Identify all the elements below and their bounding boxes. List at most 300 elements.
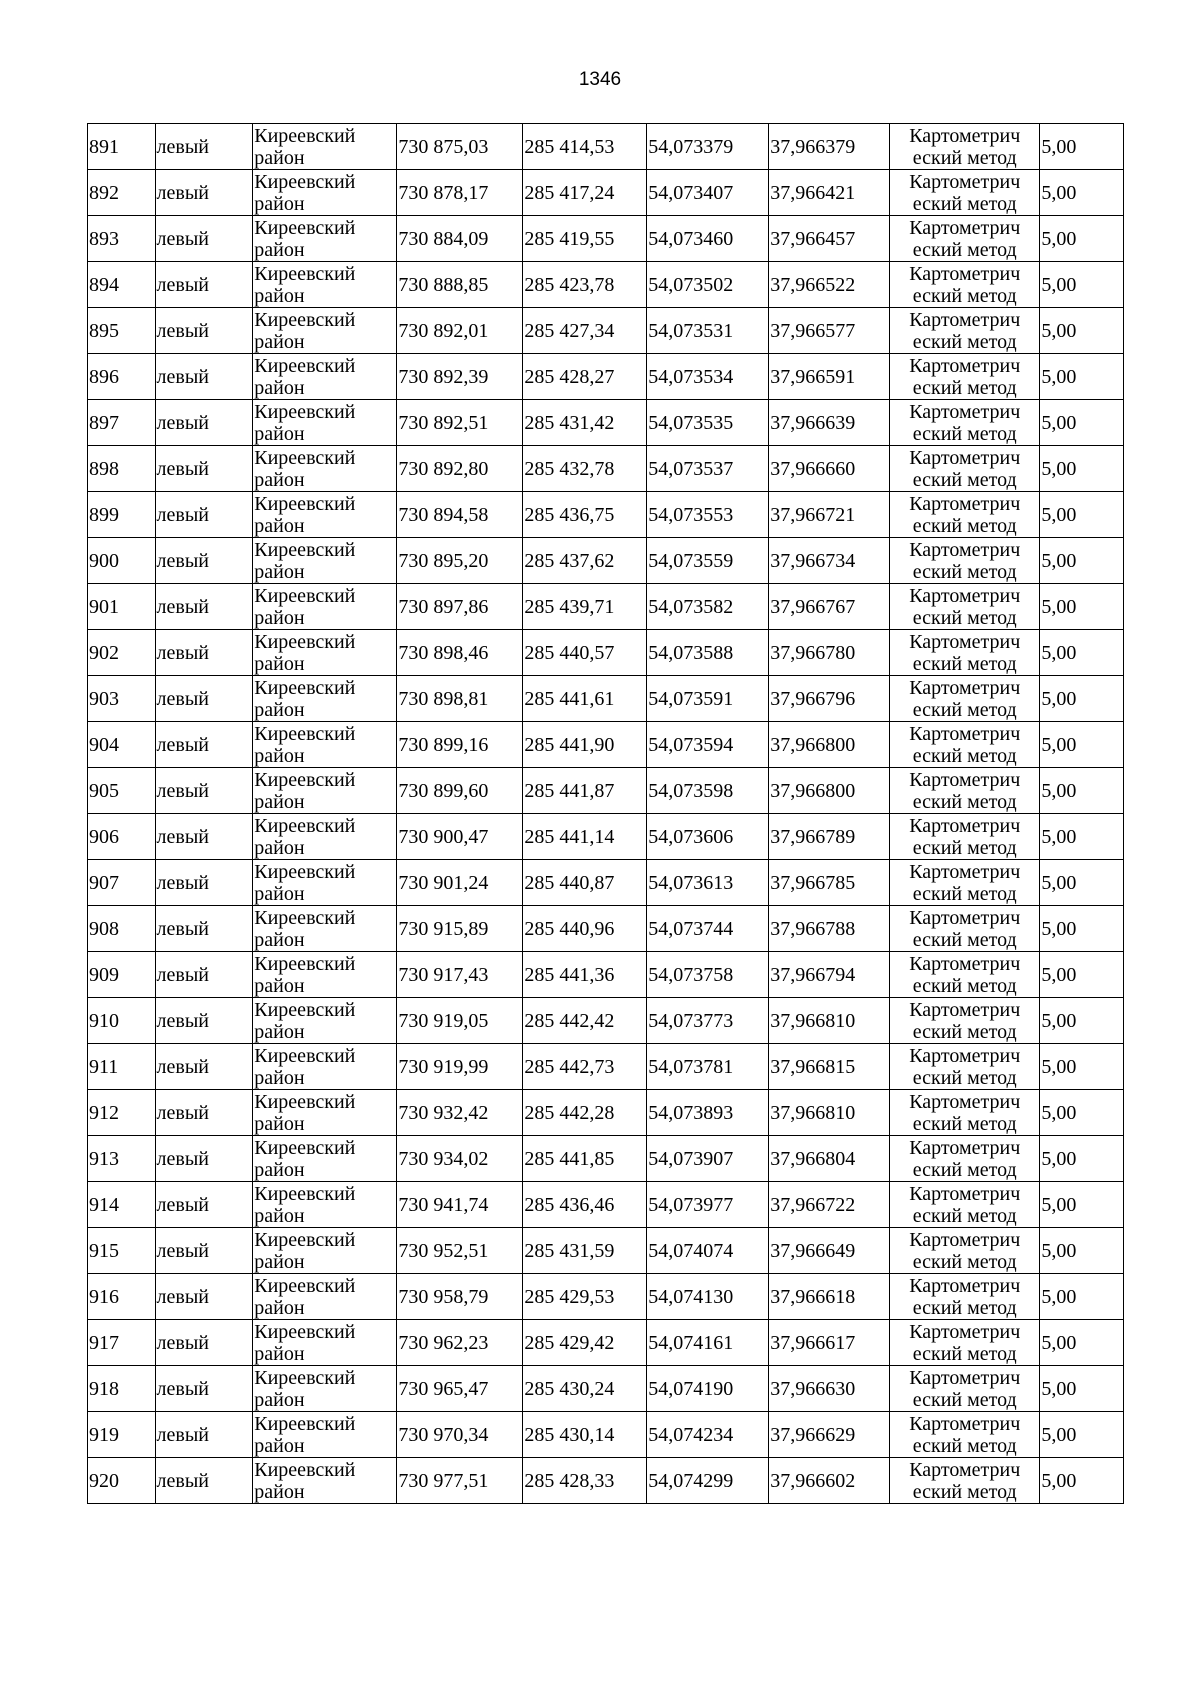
accuracy-cell: 5,00 bbox=[1040, 262, 1124, 308]
longitude-cell: 37,966767 bbox=[769, 584, 890, 630]
table-row bbox=[88, 676, 1124, 722]
method-cell: Картометрич еский метод bbox=[890, 1320, 1040, 1366]
latitude-cell: 54,073531 bbox=[647, 308, 769, 354]
side-cell: левый bbox=[155, 492, 253, 538]
x-coordinate-cell: 730 892,01 bbox=[397, 308, 523, 354]
side-cell: левый bbox=[155, 216, 253, 262]
table-row bbox=[88, 768, 1124, 814]
district-cell: Киреевский район bbox=[253, 446, 397, 492]
method-cell: Картометрич еский метод bbox=[890, 952, 1040, 998]
latitude-cell: 54,073907 bbox=[647, 1136, 769, 1182]
accuracy-cell: 5,00 bbox=[1040, 1366, 1124, 1412]
district-cell: Киреевский район bbox=[253, 1136, 397, 1182]
side-cell: левый bbox=[155, 860, 253, 906]
accuracy-cell: 5,00 bbox=[1040, 860, 1124, 906]
side-cell: левый bbox=[155, 1320, 253, 1366]
point-number-cell: 897 bbox=[88, 400, 156, 446]
table-row bbox=[88, 1366, 1124, 1412]
side-cell: левый bbox=[155, 722, 253, 768]
accuracy-cell: 5,00 bbox=[1040, 400, 1124, 446]
side-cell: левый bbox=[155, 1044, 253, 1090]
district-cell: Киреевский район bbox=[253, 1366, 397, 1412]
latitude-cell: 54,073582 bbox=[647, 584, 769, 630]
table-row bbox=[88, 1320, 1124, 1366]
table-row bbox=[88, 308, 1124, 354]
y-coordinate-cell: 285 441,90 bbox=[523, 722, 647, 768]
coordinates-table bbox=[87, 123, 1124, 1504]
x-coordinate-cell: 730 895,20 bbox=[397, 538, 523, 584]
x-coordinate-cell: 730 970,34 bbox=[397, 1412, 523, 1458]
x-coordinate-cell: 730 892,39 bbox=[397, 354, 523, 400]
y-coordinate-cell: 285 441,87 bbox=[523, 768, 647, 814]
y-coordinate-cell: 285 441,61 bbox=[523, 676, 647, 722]
district-cell: Киреевский район bbox=[253, 308, 397, 354]
point-number-cell: 903 bbox=[88, 676, 156, 722]
table-row bbox=[88, 1090, 1124, 1136]
latitude-cell: 54,074299 bbox=[647, 1458, 769, 1504]
side-cell: левый bbox=[155, 538, 253, 584]
district-cell: Киреевский район bbox=[253, 1458, 397, 1504]
accuracy-cell: 5,00 bbox=[1040, 1320, 1124, 1366]
page-number: 1346 bbox=[578, 69, 622, 90]
longitude-cell: 37,966804 bbox=[769, 1136, 890, 1182]
table-row bbox=[88, 814, 1124, 860]
district-cell: Киреевский район bbox=[253, 722, 397, 768]
x-coordinate-cell: 730 897,86 bbox=[397, 584, 523, 630]
accuracy-cell: 5,00 bbox=[1040, 998, 1124, 1044]
district-cell: Киреевский район bbox=[253, 676, 397, 722]
x-coordinate-cell: 730 899,60 bbox=[397, 768, 523, 814]
longitude-cell: 37,966734 bbox=[769, 538, 890, 584]
point-number-cell: 891 bbox=[88, 124, 156, 170]
accuracy-cell: 5,00 bbox=[1040, 170, 1124, 216]
x-coordinate-cell: 730 965,47 bbox=[397, 1366, 523, 1412]
longitude-cell: 37,966421 bbox=[769, 170, 890, 216]
method-cell: Картометрич еский метод bbox=[890, 1136, 1040, 1182]
table-row bbox=[88, 1458, 1124, 1504]
district-cell: Киреевский район bbox=[253, 1228, 397, 1274]
longitude-cell: 37,966800 bbox=[769, 722, 890, 768]
y-coordinate-cell: 285 440,87 bbox=[523, 860, 647, 906]
latitude-cell: 54,074130 bbox=[647, 1274, 769, 1320]
latitude-cell: 54,073606 bbox=[647, 814, 769, 860]
accuracy-cell: 5,00 bbox=[1040, 446, 1124, 492]
accuracy-cell: 5,00 bbox=[1040, 1412, 1124, 1458]
latitude-cell: 54,074161 bbox=[647, 1320, 769, 1366]
y-coordinate-cell: 285 440,96 bbox=[523, 906, 647, 952]
x-coordinate-cell: 730 932,42 bbox=[397, 1090, 523, 1136]
point-number-cell: 915 bbox=[88, 1228, 156, 1274]
table-row bbox=[88, 354, 1124, 400]
y-coordinate-cell: 285 439,71 bbox=[523, 584, 647, 630]
x-coordinate-cell: 730 894,58 bbox=[397, 492, 523, 538]
longitude-cell: 37,966780 bbox=[769, 630, 890, 676]
longitude-cell: 37,966379 bbox=[769, 124, 890, 170]
point-number-cell: 899 bbox=[88, 492, 156, 538]
method-cell: Картометрич еский метод bbox=[890, 538, 1040, 584]
point-number-cell: 898 bbox=[88, 446, 156, 492]
accuracy-cell: 5,00 bbox=[1040, 630, 1124, 676]
district-cell: Киреевский район bbox=[253, 1320, 397, 1366]
y-coordinate-cell: 285 429,53 bbox=[523, 1274, 647, 1320]
table-row bbox=[88, 998, 1124, 1044]
point-number-cell: 895 bbox=[88, 308, 156, 354]
accuracy-cell: 5,00 bbox=[1040, 584, 1124, 630]
longitude-cell: 37,966660 bbox=[769, 446, 890, 492]
longitude-cell: 37,966457 bbox=[769, 216, 890, 262]
x-coordinate-cell: 730 901,24 bbox=[397, 860, 523, 906]
y-coordinate-cell: 285 441,36 bbox=[523, 952, 647, 998]
x-coordinate-cell: 730 892,51 bbox=[397, 400, 523, 446]
x-coordinate-cell: 730 898,46 bbox=[397, 630, 523, 676]
table-row bbox=[88, 400, 1124, 446]
accuracy-cell: 5,00 bbox=[1040, 216, 1124, 262]
district-cell: Киреевский район bbox=[253, 492, 397, 538]
longitude-cell: 37,966796 bbox=[769, 676, 890, 722]
point-number-cell: 901 bbox=[88, 584, 156, 630]
accuracy-cell: 5,00 bbox=[1040, 676, 1124, 722]
longitude-cell: 37,966630 bbox=[769, 1366, 890, 1412]
x-coordinate-cell: 730 919,99 bbox=[397, 1044, 523, 1090]
table-row bbox=[88, 262, 1124, 308]
district-cell: Киреевский район bbox=[253, 354, 397, 400]
latitude-cell: 54,073613 bbox=[647, 860, 769, 906]
longitude-cell: 37,966810 bbox=[769, 1090, 890, 1136]
method-cell: Картометрич еский метод bbox=[890, 860, 1040, 906]
accuracy-cell: 5,00 bbox=[1040, 354, 1124, 400]
accuracy-cell: 5,00 bbox=[1040, 1136, 1124, 1182]
y-coordinate-cell: 285 431,59 bbox=[523, 1228, 647, 1274]
district-cell: Киреевский район bbox=[253, 1274, 397, 1320]
district-cell: Киреевский район bbox=[253, 814, 397, 860]
latitude-cell: 54,073893 bbox=[647, 1090, 769, 1136]
point-number-cell: 908 bbox=[88, 906, 156, 952]
method-cell: Картометрич еский метод bbox=[890, 262, 1040, 308]
x-coordinate-cell: 730 919,05 bbox=[397, 998, 523, 1044]
district-cell: Киреевский район bbox=[253, 630, 397, 676]
point-number-cell: 894 bbox=[88, 262, 156, 308]
point-number-cell: 919 bbox=[88, 1412, 156, 1458]
x-coordinate-cell: 730 900,47 bbox=[397, 814, 523, 860]
district-cell: Киреевский район bbox=[253, 952, 397, 998]
x-coordinate-cell: 730 892,80 bbox=[397, 446, 523, 492]
table-row bbox=[88, 1182, 1124, 1228]
x-coordinate-cell: 730 888,85 bbox=[397, 262, 523, 308]
point-number-cell: 904 bbox=[88, 722, 156, 768]
district-cell: Киреевский район bbox=[253, 1090, 397, 1136]
longitude-cell: 37,966721 bbox=[769, 492, 890, 538]
latitude-cell: 54,073758 bbox=[647, 952, 769, 998]
y-coordinate-cell: 285 440,57 bbox=[523, 630, 647, 676]
point-number-cell: 893 bbox=[88, 216, 156, 262]
latitude-cell: 54,073744 bbox=[647, 906, 769, 952]
side-cell: левый bbox=[155, 676, 253, 722]
accuracy-cell: 5,00 bbox=[1040, 538, 1124, 584]
accuracy-cell: 5,00 bbox=[1040, 768, 1124, 814]
district-cell: Киреевский район bbox=[253, 400, 397, 446]
table-row bbox=[88, 170, 1124, 216]
side-cell: левый bbox=[155, 446, 253, 492]
y-coordinate-cell: 285 442,73 bbox=[523, 1044, 647, 1090]
side-cell: левый bbox=[155, 1136, 253, 1182]
side-cell: левый bbox=[155, 1274, 253, 1320]
table-row bbox=[88, 446, 1124, 492]
side-cell: левый bbox=[155, 354, 253, 400]
side-cell: левый bbox=[155, 630, 253, 676]
x-coordinate-cell: 730 977,51 bbox=[397, 1458, 523, 1504]
longitude-cell: 37,966789 bbox=[769, 814, 890, 860]
point-number-cell: 918 bbox=[88, 1366, 156, 1412]
table-row bbox=[88, 1136, 1124, 1182]
table-row bbox=[88, 906, 1124, 952]
side-cell: левый bbox=[155, 400, 253, 446]
longitude-cell: 37,966602 bbox=[769, 1458, 890, 1504]
longitude-cell: 37,966618 bbox=[769, 1274, 890, 1320]
x-coordinate-cell: 730 899,16 bbox=[397, 722, 523, 768]
method-cell: Картометрич еский метод bbox=[890, 906, 1040, 952]
point-number-cell: 920 bbox=[88, 1458, 156, 1504]
side-cell: левый bbox=[155, 124, 253, 170]
y-coordinate-cell: 285 436,75 bbox=[523, 492, 647, 538]
latitude-cell: 54,073502 bbox=[647, 262, 769, 308]
accuracy-cell: 5,00 bbox=[1040, 1182, 1124, 1228]
y-coordinate-cell: 285 414,53 bbox=[523, 124, 647, 170]
method-cell: Картометрич еский метод bbox=[890, 676, 1040, 722]
point-number-cell: 912 bbox=[88, 1090, 156, 1136]
table-row bbox=[88, 1228, 1124, 1274]
method-cell: Картометрич еский метод bbox=[890, 308, 1040, 354]
y-coordinate-cell: 285 428,33 bbox=[523, 1458, 647, 1504]
method-cell: Картометрич еский метод bbox=[890, 1458, 1040, 1504]
side-cell: левый bbox=[155, 1182, 253, 1228]
accuracy-cell: 5,00 bbox=[1040, 722, 1124, 768]
table-row bbox=[88, 492, 1124, 538]
side-cell: левый bbox=[155, 998, 253, 1044]
longitude-cell: 37,966815 bbox=[769, 1044, 890, 1090]
district-cell: Киреевский район bbox=[253, 216, 397, 262]
x-coordinate-cell: 730 915,89 bbox=[397, 906, 523, 952]
method-cell: Картометрич еский метод bbox=[890, 1090, 1040, 1136]
latitude-cell: 54,073977 bbox=[647, 1182, 769, 1228]
side-cell: левый bbox=[155, 814, 253, 860]
point-number-cell: 910 bbox=[88, 998, 156, 1044]
side-cell: левый bbox=[155, 768, 253, 814]
y-coordinate-cell: 285 419,55 bbox=[523, 216, 647, 262]
side-cell: левый bbox=[155, 170, 253, 216]
point-number-cell: 916 bbox=[88, 1274, 156, 1320]
y-coordinate-cell: 285 437,62 bbox=[523, 538, 647, 584]
point-number-cell: 906 bbox=[88, 814, 156, 860]
longitude-cell: 37,966639 bbox=[769, 400, 890, 446]
longitude-cell: 37,966629 bbox=[769, 1412, 890, 1458]
side-cell: левый bbox=[155, 1366, 253, 1412]
method-cell: Картометрич еский метод bbox=[890, 492, 1040, 538]
side-cell: левый bbox=[155, 906, 253, 952]
table-row bbox=[88, 584, 1124, 630]
y-coordinate-cell: 285 436,46 bbox=[523, 1182, 647, 1228]
x-coordinate-cell: 730 884,09 bbox=[397, 216, 523, 262]
district-cell: Киреевский район bbox=[253, 538, 397, 584]
latitude-cell: 54,073559 bbox=[647, 538, 769, 584]
table-row bbox=[88, 216, 1124, 262]
latitude-cell: 54,073407 bbox=[647, 170, 769, 216]
accuracy-cell: 5,00 bbox=[1040, 124, 1124, 170]
point-number-cell: 900 bbox=[88, 538, 156, 584]
x-coordinate-cell: 730 917,43 bbox=[397, 952, 523, 998]
x-coordinate-cell: 730 958,79 bbox=[397, 1274, 523, 1320]
latitude-cell: 54,073598 bbox=[647, 768, 769, 814]
district-cell: Киреевский район bbox=[253, 124, 397, 170]
latitude-cell: 54,073591 bbox=[647, 676, 769, 722]
y-coordinate-cell: 285 430,24 bbox=[523, 1366, 647, 1412]
latitude-cell: 54,073594 bbox=[647, 722, 769, 768]
district-cell: Киреевский район bbox=[253, 860, 397, 906]
method-cell: Картометрич еский метод bbox=[890, 630, 1040, 676]
method-cell: Картометрич еский метод bbox=[890, 1044, 1040, 1090]
x-coordinate-cell: 730 952,51 bbox=[397, 1228, 523, 1274]
longitude-cell: 37,966722 bbox=[769, 1182, 890, 1228]
longitude-cell: 37,966800 bbox=[769, 768, 890, 814]
point-number-cell: 914 bbox=[88, 1182, 156, 1228]
y-coordinate-cell: 285 427,34 bbox=[523, 308, 647, 354]
accuracy-cell: 5,00 bbox=[1040, 1458, 1124, 1504]
y-coordinate-cell: 285 423,78 bbox=[523, 262, 647, 308]
latitude-cell: 54,073553 bbox=[647, 492, 769, 538]
accuracy-cell: 5,00 bbox=[1040, 952, 1124, 998]
accuracy-cell: 5,00 bbox=[1040, 906, 1124, 952]
latitude-cell: 54,073588 bbox=[647, 630, 769, 676]
method-cell: Картометрич еский метод bbox=[890, 354, 1040, 400]
x-coordinate-cell: 730 962,23 bbox=[397, 1320, 523, 1366]
method-cell: Картометрич еский метод bbox=[890, 446, 1040, 492]
accuracy-cell: 5,00 bbox=[1040, 492, 1124, 538]
longitude-cell: 37,966522 bbox=[769, 262, 890, 308]
point-number-cell: 892 bbox=[88, 170, 156, 216]
latitude-cell: 54,073781 bbox=[647, 1044, 769, 1090]
point-number-cell: 905 bbox=[88, 768, 156, 814]
longitude-cell: 37,966788 bbox=[769, 906, 890, 952]
method-cell: Картометрич еский метод bbox=[890, 1228, 1040, 1274]
latitude-cell: 54,074234 bbox=[647, 1412, 769, 1458]
table-row bbox=[88, 1274, 1124, 1320]
side-cell: левый bbox=[155, 1090, 253, 1136]
table-row bbox=[88, 722, 1124, 768]
method-cell: Картометрич еский метод bbox=[890, 216, 1040, 262]
district-cell: Киреевский район bbox=[253, 1412, 397, 1458]
method-cell: Картометрич еский метод bbox=[890, 584, 1040, 630]
latitude-cell: 54,074190 bbox=[647, 1366, 769, 1412]
side-cell: левый bbox=[155, 308, 253, 354]
district-cell: Киреевский район bbox=[253, 584, 397, 630]
table-row bbox=[88, 952, 1124, 998]
method-cell: Картометрич еский метод bbox=[890, 1182, 1040, 1228]
district-cell: Киреевский район bbox=[253, 1044, 397, 1090]
longitude-cell: 37,966810 bbox=[769, 998, 890, 1044]
side-cell: левый bbox=[155, 1458, 253, 1504]
latitude-cell: 54,073535 bbox=[647, 400, 769, 446]
x-coordinate-cell: 730 898,81 bbox=[397, 676, 523, 722]
y-coordinate-cell: 285 429,42 bbox=[523, 1320, 647, 1366]
latitude-cell: 54,073460 bbox=[647, 216, 769, 262]
point-number-cell: 911 bbox=[88, 1044, 156, 1090]
side-cell: левый bbox=[155, 262, 253, 308]
method-cell: Картометрич еский метод bbox=[890, 170, 1040, 216]
accuracy-cell: 5,00 bbox=[1040, 814, 1124, 860]
x-coordinate-cell: 730 941,74 bbox=[397, 1182, 523, 1228]
method-cell: Картометрич еский метод bbox=[890, 722, 1040, 768]
accuracy-cell: 5,00 bbox=[1040, 1274, 1124, 1320]
accuracy-cell: 5,00 bbox=[1040, 1090, 1124, 1136]
accuracy-cell: 5,00 bbox=[1040, 308, 1124, 354]
table-row bbox=[88, 538, 1124, 584]
method-cell: Картометрич еский метод bbox=[890, 1274, 1040, 1320]
y-coordinate-cell: 285 431,42 bbox=[523, 400, 647, 446]
latitude-cell: 54,073537 bbox=[647, 446, 769, 492]
method-cell: Картометрич еский метод bbox=[890, 1366, 1040, 1412]
district-cell: Киреевский район bbox=[253, 1182, 397, 1228]
y-coordinate-cell: 285 442,28 bbox=[523, 1090, 647, 1136]
x-coordinate-cell: 730 934,02 bbox=[397, 1136, 523, 1182]
longitude-cell: 37,966617 bbox=[769, 1320, 890, 1366]
latitude-cell: 54,073773 bbox=[647, 998, 769, 1044]
side-cell: левый bbox=[155, 1228, 253, 1274]
point-number-cell: 913 bbox=[88, 1136, 156, 1182]
x-coordinate-cell: 730 878,17 bbox=[397, 170, 523, 216]
district-cell: Киреевский район bbox=[253, 262, 397, 308]
side-cell: левый bbox=[155, 584, 253, 630]
table-row bbox=[88, 124, 1124, 170]
table-row bbox=[88, 1044, 1124, 1090]
latitude-cell: 54,074074 bbox=[647, 1228, 769, 1274]
y-coordinate-cell: 285 442,42 bbox=[523, 998, 647, 1044]
table-body bbox=[88, 124, 1124, 1504]
method-cell: Картометрич еский метод bbox=[890, 1412, 1040, 1458]
method-cell: Картометрич еский метод bbox=[890, 814, 1040, 860]
y-coordinate-cell: 285 417,24 bbox=[523, 170, 647, 216]
latitude-cell: 54,073379 bbox=[647, 124, 769, 170]
method-cell: Картометрич еский метод bbox=[890, 768, 1040, 814]
side-cell: левый bbox=[155, 952, 253, 998]
method-cell: Картометрич еский метод bbox=[890, 400, 1040, 446]
point-number-cell: 909 bbox=[88, 952, 156, 998]
district-cell: Киреевский район bbox=[253, 998, 397, 1044]
table-row bbox=[88, 1412, 1124, 1458]
longitude-cell: 37,966649 bbox=[769, 1228, 890, 1274]
table-row bbox=[88, 860, 1124, 906]
y-coordinate-cell: 285 441,14 bbox=[523, 814, 647, 860]
y-coordinate-cell: 285 432,78 bbox=[523, 446, 647, 492]
table-row bbox=[88, 630, 1124, 676]
latitude-cell: 54,073534 bbox=[647, 354, 769, 400]
longitude-cell: 37,966785 bbox=[769, 860, 890, 906]
x-coordinate-cell: 730 875,03 bbox=[397, 124, 523, 170]
district-cell: Киреевский район bbox=[253, 170, 397, 216]
district-cell: Киреевский район bbox=[253, 768, 397, 814]
y-coordinate-cell: 285 428,27 bbox=[523, 354, 647, 400]
accuracy-cell: 5,00 bbox=[1040, 1044, 1124, 1090]
longitude-cell: 37,966794 bbox=[769, 952, 890, 998]
method-cell: Картометрич еский метод bbox=[890, 124, 1040, 170]
point-number-cell: 917 bbox=[88, 1320, 156, 1366]
accuracy-cell: 5,00 bbox=[1040, 1228, 1124, 1274]
longitude-cell: 37,966577 bbox=[769, 308, 890, 354]
district-cell: Киреевский район bbox=[253, 906, 397, 952]
method-cell: Картометрич еский метод bbox=[890, 998, 1040, 1044]
point-number-cell: 902 bbox=[88, 630, 156, 676]
y-coordinate-cell: 285 441,85 bbox=[523, 1136, 647, 1182]
longitude-cell: 37,966591 bbox=[769, 354, 890, 400]
side-cell: левый bbox=[155, 1412, 253, 1458]
